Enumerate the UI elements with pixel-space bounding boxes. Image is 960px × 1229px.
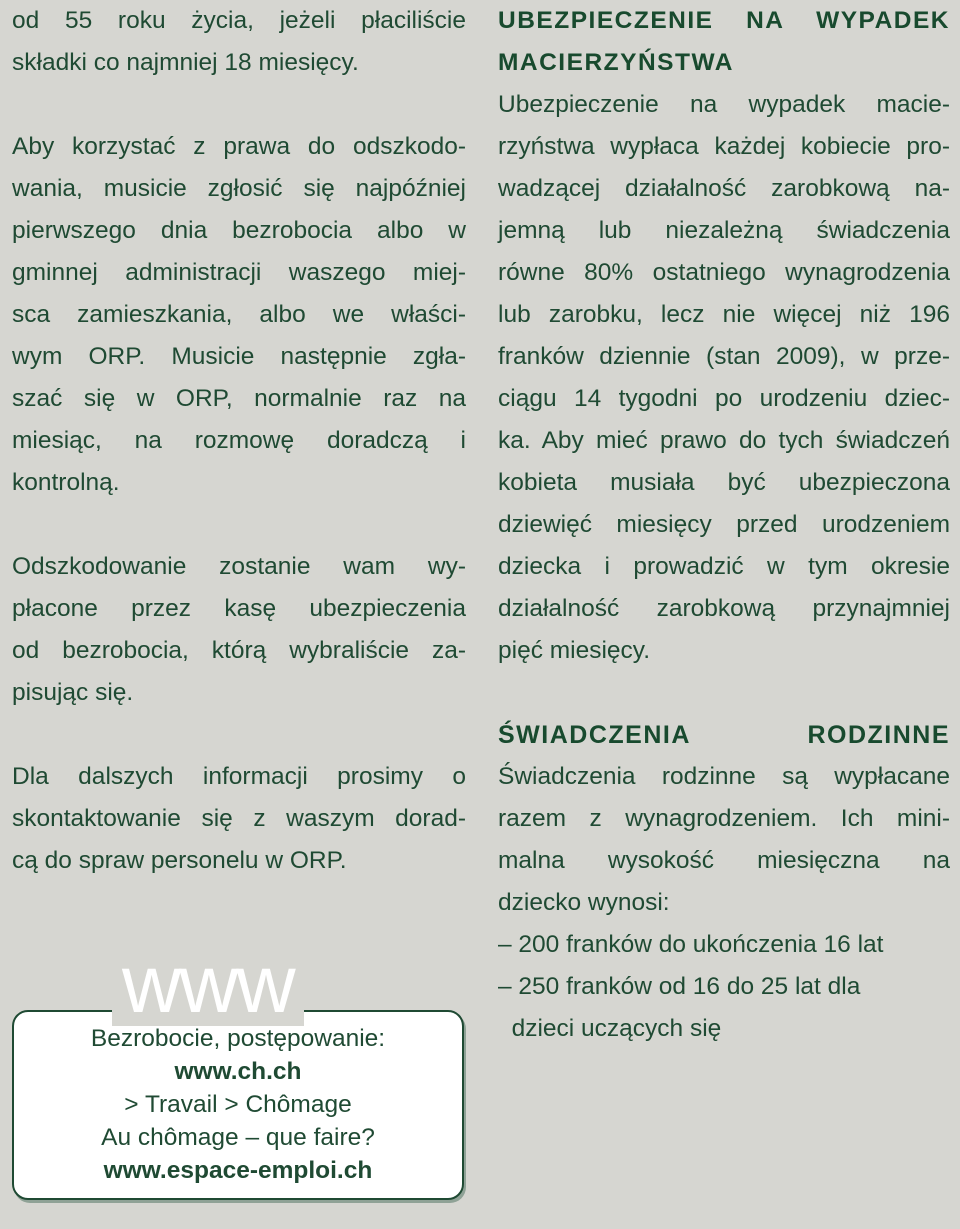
www-box-line: Au chômage – que faire? <box>101 1124 375 1151</box>
text-line: dziewięć miesięcy przed urodzeniem <box>498 511 950 538</box>
text-line: dziecko wynosi: <box>498 889 670 916</box>
www-box-line: > Travail > Chômage <box>124 1091 352 1118</box>
heading-line: MACIERZYŃSTWA <box>498 49 734 76</box>
text-line: lub zarobku, lecz nie więcej niż 196 <box>498 301 950 328</box>
text-line: ka. Aby mieć prawo do tych świadczeń <box>498 427 950 454</box>
www-link-ch[interactable]: www.ch.ch <box>174 1058 302 1085</box>
text-line: cą do spraw personelu w ORP. <box>12 847 347 874</box>
text-line: gminnej administracji waszego miej- <box>12 259 466 286</box>
text-line: jemną lub niezależną świadczenia <box>498 217 950 244</box>
www-box-line: Bezrobocie, postępowanie: <box>90 1025 386 1052</box>
list-item: dzieci uczących się <box>498 1015 722 1042</box>
text-line: szać się w ORP, normalnie raz na <box>12 385 466 412</box>
text-line: Ubezpieczenie na wypadek macie- <box>498 91 950 118</box>
text-line: miesiąc, na rozmowę doradczą i <box>12 427 466 454</box>
left-para-4 <box>12 756 466 882</box>
text-line: wym ORP. Musicie następnie zgła- <box>12 343 466 370</box>
left-para-1 <box>12 0 466 84</box>
right-column <box>498 0 950 1050</box>
left-column <box>12 0 466 924</box>
text-line: franków dziennie (stan 2009), w prze- <box>498 343 950 370</box>
www-box-content <box>12 1022 464 1187</box>
family-benefits-section <box>498 714 950 1050</box>
heading-maternity <box>498 0 950 84</box>
text-line: Odszkodowanie zostanie wam wy- <box>12 553 466 580</box>
text-line: dziecka i prowadzić w tym okresie <box>498 553 950 580</box>
maternity-paragraph <box>498 84 950 672</box>
heading-line: UBEZPIECZENIE NA WYPADEK <box>498 7 950 34</box>
text-line: pierwszego dnia bezrobocia albo w <box>12 217 466 244</box>
text-line: równe 80% ostatniego wynagrodzenia <box>498 259 950 286</box>
text-line: od bezrobocia, którą wybraliście za- <box>12 637 466 664</box>
text-line: kontrolną. <box>12 469 120 496</box>
www-link-espace-emploi[interactable]: www.espace-emploi.ch <box>103 1157 373 1184</box>
text-line: Aby korzystać z prawa do odszkodo- <box>12 133 466 160</box>
text-line: sca zamieszkania, albo we właści- <box>12 301 466 328</box>
text-line: pisując się. <box>12 679 134 706</box>
text-line: pięć miesięcy. <box>498 637 651 664</box>
text-line: kobieta musiała być ubezpieczona <box>498 469 950 496</box>
left-para-2 <box>12 126 466 504</box>
text-line: Świadczenia rodzinne są wypłacane <box>498 763 950 790</box>
left-para-3 <box>12 546 466 714</box>
text-line: Dla dalszych informacji prosimy o <box>12 763 466 790</box>
text-line: działalność zarobkową przynajmniej <box>498 595 950 622</box>
list-item: – 200 franków do ukończenia 16 lat <box>498 931 884 958</box>
text-line: malna wysokość miesięczna na <box>498 847 950 874</box>
text-line: ciągu 14 tygodni po urodzeniu dziec- <box>498 385 950 412</box>
text-line: wania, musicie zgłosić się najpóźniej <box>12 175 466 202</box>
text-line: od 55 roku życia, jeżeli płaciliście <box>12 7 466 34</box>
text-line: razem z wynagrodzeniem. Ich mini- <box>498 805 950 832</box>
text-line: wadzącej działalność zarobkową na- <box>498 175 950 202</box>
list-item: – 250 franków od 16 do 25 lat dla <box>498 973 861 1000</box>
text-line: składki co najmniej 18 miesięcy. <box>12 49 359 76</box>
heading-family-benefits: ŚWIADCZENIA RODZINNE <box>498 721 950 749</box>
www-label: www <box>112 944 304 1026</box>
text-line: płacone przez kasę ubezpieczenia <box>12 595 466 622</box>
text-line: skontaktowanie się z waszym dorad- <box>12 805 466 832</box>
text-line: rzyństwa wypłaca każdej kobiecie pro- <box>498 133 950 160</box>
